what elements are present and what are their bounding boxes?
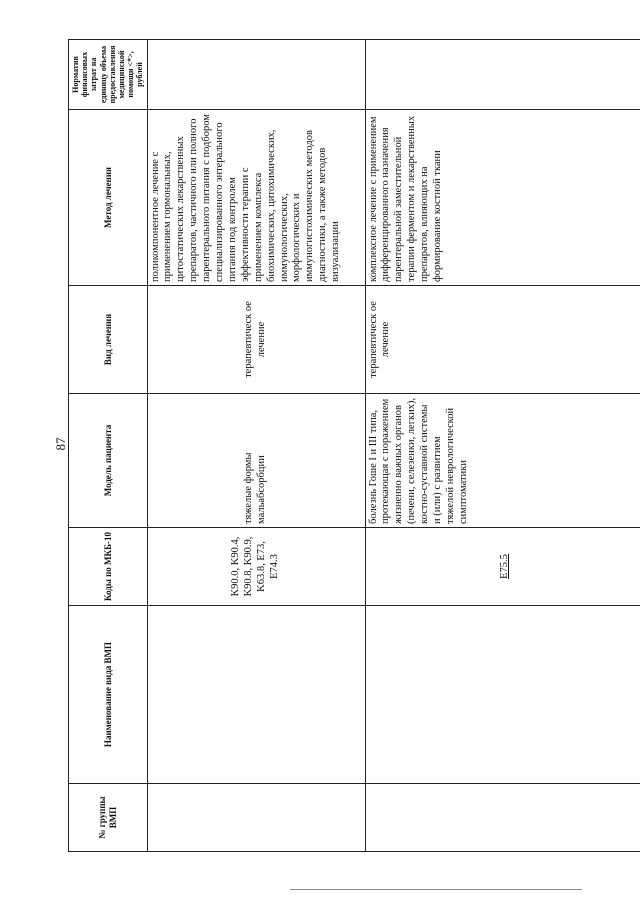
cell-patient-model: тяжелые формы мальабсорбции <box>147 394 365 528</box>
cell-icd-codes: K90.0, K90.4, K90.8, K90.9, K63.8, E73, E74.3 <box>147 528 365 606</box>
header-treatment-method: Метод лечения <box>69 110 148 286</box>
cell-group-no <box>365 784 640 852</box>
rotated-table-container <box>68 40 638 852</box>
cell-treatment-type: терапевтическ ое лечение <box>147 286 365 394</box>
cell-treatment-method: поликомпонентное лечение с применением гормональных, цитостатических лекарственных препаратов, частичного или полного парентерального питания с подбором специализированного энтерального питания под контролем эффективности терапии с применением комплекса биохимических, цитохимических, иммунологических, морфологических и иммуногистохимических методов диагностики, а также методов визуализации <box>147 110 365 286</box>
header-cost-standard: Норматив финансовых затрат на единицу объема предоставления медицинской помощи <*>, рублей <box>69 40 148 110</box>
cell-patient-model: болезнь Гоше I и III типа, протекающая с поражением жизненно важных органов (печени, селезенки, легких), костно-суставной системы и (или) с развитием тяжелой неврологической симптоматики <box>365 394 640 528</box>
cell-group-no <box>147 784 365 852</box>
page-number: 87 <box>53 437 68 451</box>
cell-vmp-name <box>147 606 365 784</box>
header-group-no: № группы ВМП <box>69 784 148 852</box>
cell-treatment-type: терапевтическ ое лечение <box>365 286 640 394</box>
header-patient-model: Модель пациента <box>69 394 148 528</box>
vmp-table <box>68 39 640 852</box>
table-row <box>147 40 365 852</box>
cell-icd-codes: E75.5 <box>498 554 510 579</box>
header-vmp-name: Наименование вида ВМП <box>69 606 148 784</box>
cell-cost-standard <box>147 40 365 110</box>
header-treatment-type: Вид лечения <box>69 286 148 394</box>
cell-vmp-name <box>365 606 640 784</box>
table-header-row <box>69 40 148 852</box>
table-row <box>365 40 640 852</box>
cell-icd-codes-wrap <box>365 528 640 606</box>
header-icd-codes: Коды по МКБ-10 <box>69 528 148 606</box>
bottom-rule <box>290 889 582 890</box>
cell-treatment-method: комплексное лечение с применением дифференцированного назначения парентеральной заместительной терапии ферментом и лекарственных препаратов, влияющих на формирование костной ткани <box>365 110 640 286</box>
cell-cost-standard <box>365 40 640 110</box>
